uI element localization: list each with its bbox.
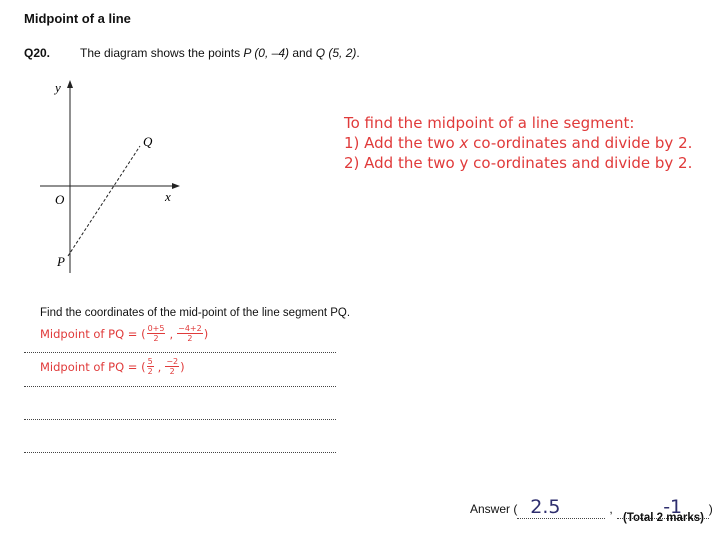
line-segment-pq — [68, 146, 140, 256]
answer-x-value: 2.5 — [530, 496, 561, 518]
point-p: P (0, –4) — [243, 46, 289, 60]
fraction-denominator: 2 — [169, 367, 175, 376]
origin-label: O — [55, 192, 65, 207]
p-label: P — [57, 254, 65, 269]
fraction-denominator: 2 — [147, 367, 153, 376]
answer-line — [24, 352, 336, 353]
working-line-2 — [40, 357, 185, 376]
fraction-x-result — [147, 357, 154, 376]
working-close: ) — [180, 359, 185, 374]
fraction-y-result — [165, 357, 179, 376]
midpoint-hint — [344, 113, 692, 173]
y-axis-label: y — [55, 80, 61, 95]
y-axis-arrow — [67, 80, 73, 88]
hint-line-1: To find the midpoint of a line segment: — [344, 114, 635, 132]
working-close: ) — [203, 326, 209, 341]
x-axis-label: x — [165, 189, 171, 204]
question-text-end: . — [356, 46, 360, 60]
fraction-y-sum — [177, 324, 203, 343]
page-title: Midpoint of a line — [24, 11, 131, 26]
fraction-numerator: 0+5 — [147, 324, 165, 333]
total-marks: (Total 2 marks) — [623, 512, 704, 524]
question-text — [80, 46, 360, 60]
answer-line — [24, 419, 336, 420]
fraction-numerator: 5 — [147, 357, 153, 366]
fraction-numerator: −4+2 — [178, 324, 202, 333]
fraction-numerator: −2 — [166, 357, 179, 366]
question-text-and: and — [289, 46, 316, 60]
hint-line-2-pre: 1) Add the two — [344, 134, 460, 152]
x-axis-arrow — [172, 183, 180, 189]
question-number: Q20. — [24, 46, 51, 60]
answer-label: Answer ( — [470, 502, 518, 516]
answer-comma: , — [609, 502, 613, 516]
working-line-2-label: Midpoint of PQ = ( — [40, 359, 146, 374]
hint-line-3: 2) Add the two y co-ordinates and divide by 2. — [344, 154, 693, 172]
working-line-1 — [40, 324, 208, 343]
hint-line-2-post: co-ordinates and divide by 2. — [468, 134, 693, 152]
answer-line — [24, 386, 336, 387]
point-q: Q (5, 2) — [315, 46, 357, 60]
answer-line — [24, 452, 336, 453]
fraction-x-sum — [147, 324, 166, 343]
question-text-prefix: The diagram shows the points — [80, 46, 244, 60]
fraction-denominator: 2 — [153, 334, 159, 343]
hint-line-2-var: x — [459, 134, 469, 152]
hint-line-2 — [344, 133, 692, 153]
coordinate-diagram — [40, 78, 200, 278]
find-instruction: Find the coordinates of the mid-point of the line segment PQ. — [40, 307, 351, 319]
working-line-1-label: Midpoint of PQ = ( — [40, 326, 146, 341]
working-separator: , — [157, 359, 162, 374]
working-separator: , — [169, 326, 174, 341]
fraction-denominator: 2 — [187, 334, 193, 343]
answer-y-value: -1 — [663, 496, 683, 518]
answer-close: ) — [708, 502, 713, 516]
q-label: Q — [143, 134, 153, 149]
answer-x-field — [517, 496, 605, 519]
